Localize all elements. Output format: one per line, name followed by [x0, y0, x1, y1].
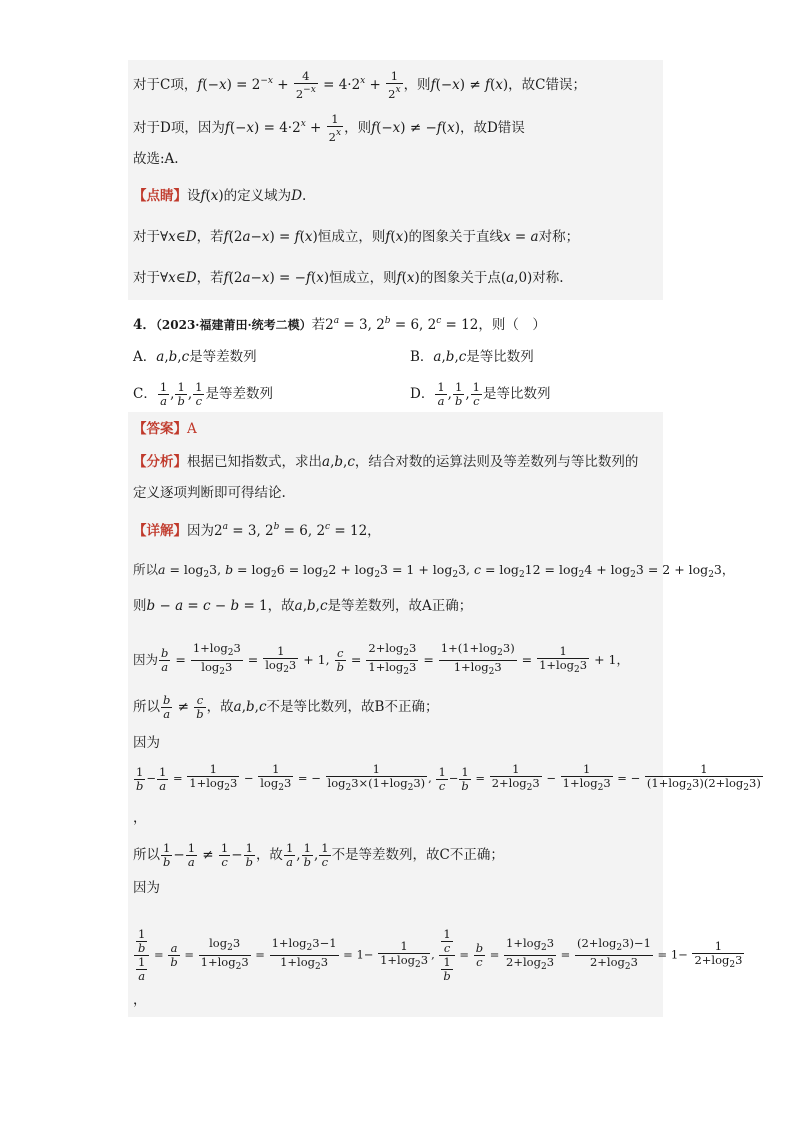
analysis-heading: 【分析】: [133, 454, 187, 470]
d-item-line: 对于D项，因为$f(-x) = 4\cdot 2^x$ + $\frac{1}{2^x}$ ，则f(−x) ≠ −f(x)，故D错误: [133, 112, 525, 144]
analysis-line-1: 【分析】根据已知指数式，求出a,b,c，结合对数的运算法则及等差数列与等比数列的: [133, 454, 639, 470]
option-b[interactable]: B．a,b,c是等比数列: [410, 349, 534, 365]
detail-line-10: 因为: [133, 880, 160, 896]
choose-line: 故选:A.: [133, 151, 179, 167]
answer-heading: 【答案】: [133, 421, 187, 437]
detail-line-7: $\frac{1}{b}$ − $\frac{1}{a}$ = $\frac{1}{1+\log_23}$ − $\frac{1}{\log_23}$ = − $\frac{1}{\log_23\times(1+\log_23)}$ , $\frac{1}{c}$ − $\frac{1}{b}$ = $\frac{1}{2+\log_23}$ − $\frac{1}{1+\log_23}$ = − $\frac{1}{(1+\log_23)(2+\log_23)}$: [136, 762, 761, 793]
detail-line-8: ，: [133, 810, 147, 826]
detail-line-5: 所以 $\frac{b}{a}$ ≠ $\frac{c}{b}$ ，故a,b,c不是等比数列，故B不正确；: [133, 693, 439, 721]
question-stem: 4．（2023·福建莆田·统考二模）若$2^a = 3$, $2^b = 6$, $2^c = 12$，则（ ）: [133, 316, 546, 333]
question-number: 4．: [133, 317, 156, 333]
detail-line-4: 因为 $\frac{b}{a}$ = $\frac{1+\log_23}{\log_23}$ = $\frac{1}{\log_23}$ + 1, $\frac{c}{b}$ = $\frac{2+\log_23}{1+\log_23}$ = $\frac{1+(1+\log_23)}{1+\log_23}$ = $\frac{1}{1+\log_23}$ + 1，: [133, 641, 629, 677]
option-c[interactable]: C． $\frac{1}{a}$ , $\frac{1}{b}$ , $\frac{1}{c}$ 是等差数列: [133, 380, 273, 408]
question-source: （2023·福建莆田·统考二模）: [155, 318, 312, 332]
tip-heading: 【点睛】: [133, 188, 187, 204]
detail-line-3: 则b − a = c − b = 1，故a,b,c是等差数列，故A正确；: [133, 598, 473, 614]
analysis-line-2: 定义逐项判断即可得结论.: [133, 485, 286, 501]
answer-line: [133, 419, 197, 439]
option-a[interactable]: A．a,b,c是等差数列: [133, 349, 257, 365]
detail-line-12: ，: [133, 992, 147, 1008]
detail-heading: 【详解】: [133, 523, 187, 539]
detail-line-9: 所以 $\frac{1}{b}$ − $\frac{1}{a}$ ≠ $\frac{1}{c}$ − $\frac{1}{b}$ ，故 $\frac{1}{a}$ , $\frac{1}{b}$ , $\frac{1}{c}$ 不是等差数列，故C不正确；: [133, 841, 504, 869]
tip-rule-1: 对于∀x∈D，若f(2a−x) = f(x)恒成立，则f(x)的图象关于直线x = a对称；: [133, 229, 580, 245]
tip-line: 【点睛】设f(x)的定义域为D.: [133, 188, 307, 204]
detail-line-6: 因为: [133, 735, 160, 751]
detail-line-11: $\frac{\frac{1}{b}}{\frac{1}{a}}$ = $\frac{a}{b}$ = $\frac{\log_23}{1+\log_23}$ = $\frac{1+\log_23-1}{1+\log_23}$ = 1− $\frac{1}{1+\log_23}$ , $\frac{\frac{1}{c}}{\frac{1}{b}}$ = $\frac{b}{c}$ = $\frac{1+\log_23}{2+\log_23}$ = $\frac{(2+\log_23)-1}{2+\log_23}$ = 1− $\frac{1}{2+\log_23}$: [133, 928, 745, 983]
detail-line-2: 所以$a = \log_23$, $b = \log_26 = \log_22 + \log_23 = 1 + \log_23$, $c = \log_212 = \log_24 + \log_23 = 2 + \log_23$，: [133, 562, 735, 580]
c-item-line: 对于C项，$f(-x) = 2^{-x}$ + $\frac{4}{2^{-x}}$ = $4\cdot 2^x$ + $\frac{1}{2^x}$ ，则f(−x) ≠ f(x)，故C错误；: [133, 69, 586, 101]
detail-line-1: 【详解】因为$2^a = 3$, $2^b = 6$, $2^c = 12$，: [133, 522, 381, 539]
answer-value: A: [187, 421, 197, 437]
option-d[interactable]: D． $\frac{1}{a}$ , $\frac{1}{b}$ , $\frac{1}{c}$ 是等比数列: [410, 380, 551, 408]
tip-rule-2: 对于∀x∈D，若f(2a−x) = −f(x)恒成立，则f(x)的图象关于点(a,0)对称.: [133, 270, 564, 286]
